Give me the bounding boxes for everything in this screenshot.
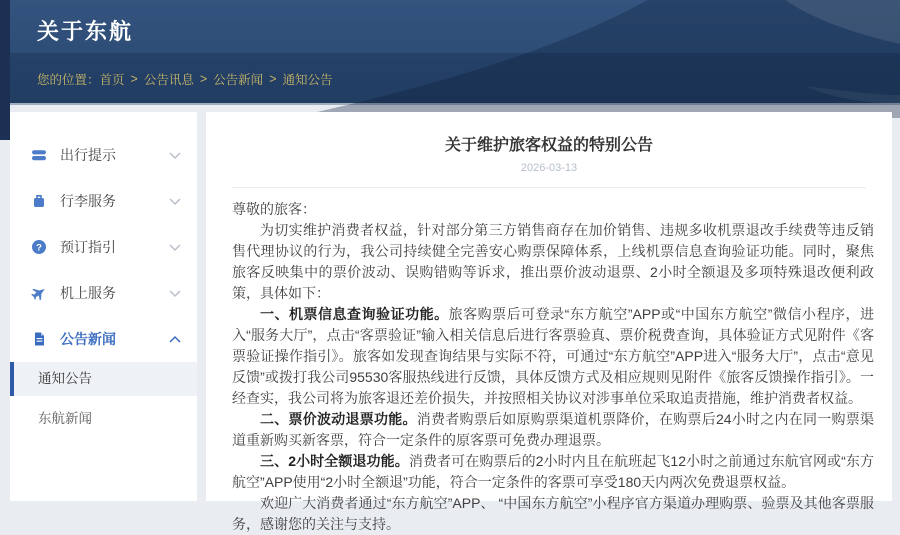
article-paragraph-item-2: 二、票价波动退票功能。消费者购票后如原购票渠道机票降价，在购票后24小时之内在同一购票渠道重新购买新客票，符合一定条件的原客票可免费办理退票。: [232, 411, 874, 448]
sidebar-item-label: 机上服务: [60, 285, 116, 301]
sidebar-item-inflight-service[interactable]: [10, 270, 197, 316]
paragraph-lead: 三、2小时全额退功能。: [260, 453, 409, 469]
breadcrumb-separator: >: [199, 72, 208, 86]
breadcrumb-item-announcement-news[interactable]: 公告新闻: [213, 73, 264, 87]
sidebar-item-travel-tips[interactable]: [10, 132, 197, 178]
article-paragraph-closing: 欢迎广大消费者通过“东方航空”APP、 “中国东方航空”小程序官方渠道办理购票、验票及其他客票服务，感谢您的关注与支持。: [232, 495, 874, 532]
announcements-icon: [31, 331, 47, 347]
luggage-icon: [31, 193, 47, 209]
chevron-up-icon: [169, 336, 181, 343]
article-panel: [206, 112, 892, 532]
page-title: 关于东航: [37, 19, 134, 44]
paragraph-lead: 一、机票信息查询验证功能。: [260, 306, 449, 322]
sidebar-item-label: 预订指引: [60, 239, 116, 255]
article-paragraph-intro: 为切实维护消费者权益，针对部分第三方销售商存在加价销售、违规多收机票退改手续费等违反销售代理协议的行为，我公司持续健全完善安心购票保障体系，上线机票信息查询验证功能。同时，聚焦旅客反映集中的票价波动、误购错购等诉求，推出票价波动退票、2小时全额退及多项特殊退改便利政策，具体如下：: [232, 222, 874, 301]
title-divider: [232, 187, 866, 188]
page-header: [0, 0, 900, 105]
sidebar-item-booking-guide[interactable]: [10, 224, 197, 270]
sidebar-subitem-ceair-news[interactable]: 东航新闻: [38, 411, 92, 426]
paragraph-lead: 二、票价波动退票功能。: [260, 411, 417, 427]
sidebar-item-label: 公告新闻: [60, 331, 116, 347]
inflight-service-icon: [31, 285, 47, 301]
chevron-down-icon: [169, 290, 181, 297]
chevron-down-icon: [169, 152, 181, 159]
article-paragraph-salutation: 尊敬的旅客：: [232, 201, 316, 217]
sidebar-item-label: 行李服务: [60, 193, 116, 209]
booking-guide-icon: [31, 239, 47, 255]
breadcrumb-item-announcement-info[interactable]: 公告讯息: [143, 73, 194, 87]
breadcrumb: [0, 53, 900, 105]
svg-text:?: ?: [36, 242, 42, 254]
article-body: [232, 199, 874, 535]
breadcrumb-item-notices[interactable]: 通知公告: [282, 73, 333, 87]
article-date: 2026-03-13: [520, 162, 578, 174]
breadcrumb-item-home[interactable]: 首页: [99, 73, 125, 87]
travel-tips-icon: [31, 147, 47, 163]
breadcrumb-separator: >: [130, 72, 138, 86]
sidebar: [10, 112, 197, 501]
breadcrumb-separator: >: [269, 72, 277, 86]
sidebar-item-announcements[interactable]: [10, 316, 197, 362]
article-paragraph-item-1: 一、机票信息查询验证功能。旅客购票后可登录“东方航空”APP或“中国东方航空”微信小程序，进入“服务大厅”，点击“客票验证”输入相关信息后进行客票验真、票价税费查询，具体验证方式见附件《客票验证操作指引》。旅客如发现查询结果与实际不符，可通过“东方航空”APP进入“服务大厅”，点击“意见反馈”或拨打我公司95530客服热线进行反馈，具体反馈方式及相应规则见附件《旅客反馈操作指引》。一经查实，我公司将为旅客退还差价损失，并按照相关协议对涉事单位采取追责措施，维护消费者权益。: [232, 306, 874, 406]
left-accent-strip: [0, 0, 10, 140]
article-title: 关于维护旅客权益的特别公告: [444, 137, 653, 154]
sidebar-item-label: 出行提示: [60, 147, 116, 163]
sidebar-item-luggage-service[interactable]: [10, 178, 197, 224]
sidebar-subitem-notices[interactable]: 通知公告: [10, 362, 197, 396]
article-paragraph-item-3: 三、2小时全额退功能。消费者可在购票后的2小时内且在航班起飞12小时之前通过东航官网或“东方航空”APP使用“2小时全额退”功能，符合一定条件的客票可享受180天内两次免费退票权益。: [232, 453, 874, 490]
chevron-down-icon: [169, 198, 181, 205]
breadcrumb-label: 您的位置：: [37, 73, 100, 87]
chevron-down-icon: [169, 244, 181, 251]
